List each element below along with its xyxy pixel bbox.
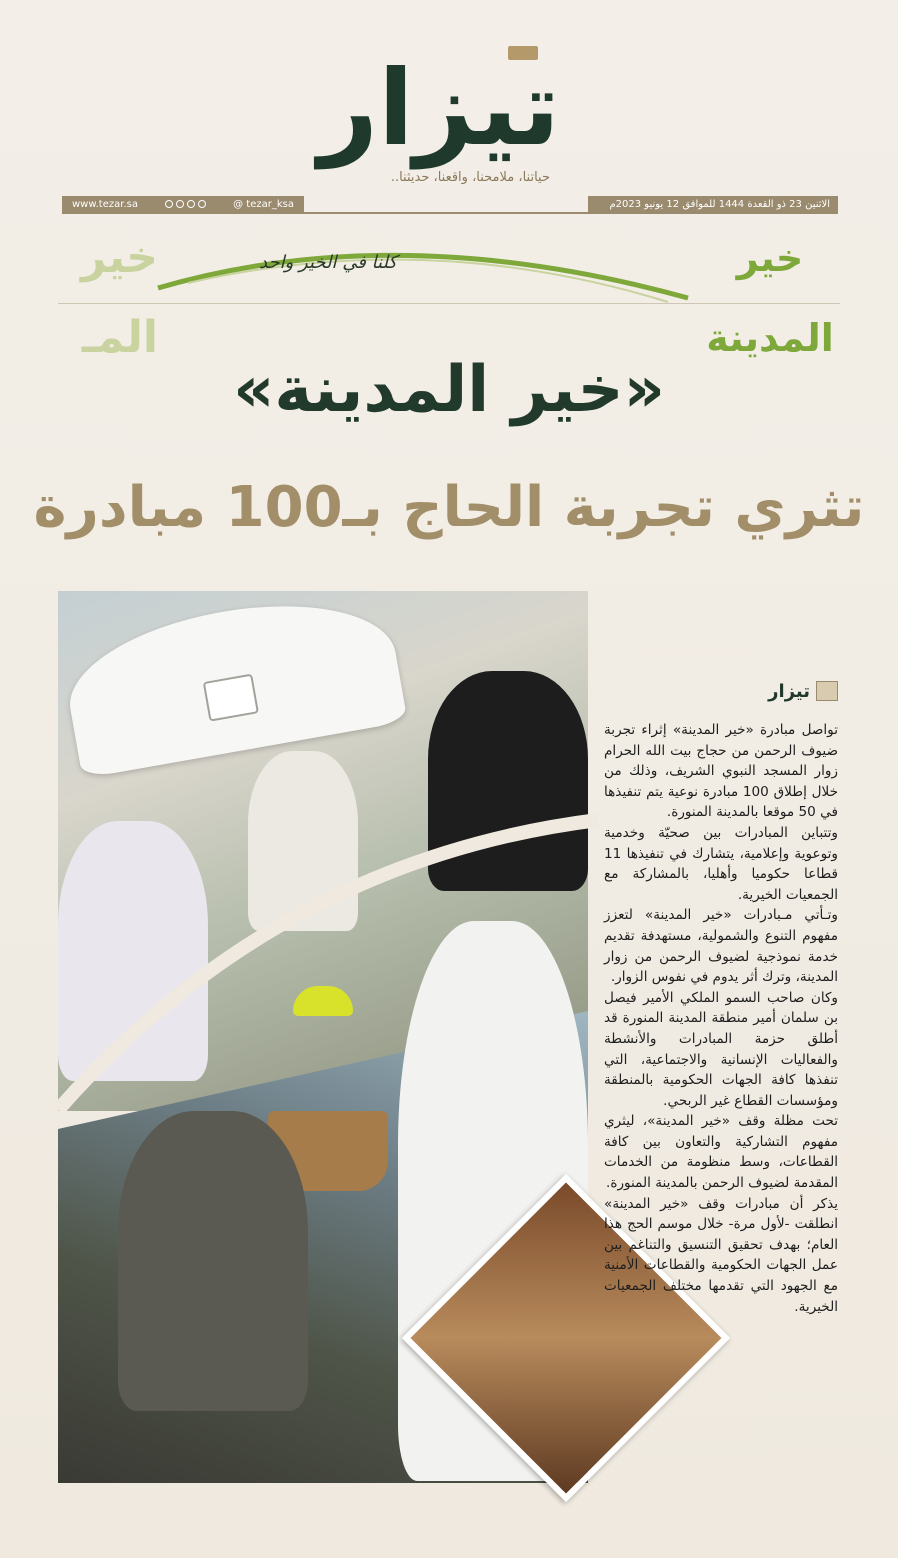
source-badge-icon bbox=[816, 681, 838, 701]
article-paragraph: يذكر أن مبادرات وقف «خير المدينة» انطلقت -لأول مرة- خلال موسم الحج هذا العام؛ بهدف تحقيق التنسيق والتناغم بين عمل الجهات الحكومية والقطاعات الأمنية مع الجهود التي تقدمها مختلف الجمعيات الخيرية. bbox=[604, 1195, 838, 1315]
social-handle[interactable]: @ tezar_ksa bbox=[233, 198, 294, 210]
article-source-logo bbox=[766, 680, 838, 702]
masthead-logo bbox=[318, 38, 560, 178]
social-icons bbox=[165, 200, 206, 208]
snapchat-icon[interactable] bbox=[187, 200, 195, 208]
article-paragraph: وتـأتي مـبادرات «خير المدينة» لتعزز مفهوم التنوع والشمولية، مستهدفة تقديم خدمة نموذجية لضيوف الرحمن من زوار المدينة، وترك أثر يدوم في نفوس الزوار. bbox=[604, 907, 838, 986]
article-body bbox=[604, 720, 838, 1317]
section-banner bbox=[58, 218, 840, 363]
youtube-icon[interactable] bbox=[198, 200, 206, 208]
headline-subtitle: تثري تجربة الحاج بـ100 مبادرة bbox=[33, 475, 865, 540]
umbrella-logo-icon bbox=[203, 674, 259, 722]
wheelchair-pilgrim-figure bbox=[118, 1111, 308, 1411]
source-wordmark: تيزار bbox=[768, 680, 810, 702]
banner-swoosh bbox=[148, 228, 708, 308]
instagram-icon[interactable] bbox=[176, 200, 184, 208]
banner-slogan: كلنا في الخير واحد bbox=[259, 252, 397, 273]
article-paragraph: تحت مظلة وقف «خير المدينة»، ليثري مفهوم التشاركية والتعاون بين كافة القطاعات، وسط منظومة من الخدمات المقدمة لضيوف الرحمن بالمدينة المنورة. bbox=[604, 1113, 838, 1192]
banner-rule bbox=[58, 303, 840, 304]
logo-wordmark: تيزار bbox=[318, 47, 560, 169]
masthead-tagline: حياتنا، ملامحنا، واقعنا، حديثنا.. bbox=[390, 170, 550, 185]
banner-left-logo: خير المـ bbox=[80, 232, 158, 363]
contact-bar bbox=[62, 196, 304, 212]
umbrella bbox=[58, 583, 407, 778]
twitter-icon[interactable] bbox=[165, 200, 173, 208]
masthead-rule bbox=[62, 212, 838, 214]
photo-divider-curve bbox=[58, 780, 598, 1140]
banner-right-logo: خير المدينة bbox=[706, 236, 834, 360]
article-paragraph: وكان صاحب السمو الملكي الأمير فيصل بن سلمان أمير منطقة المدينة المنورة قد أطلق حزمة المبادرات والأنشطة والفعاليات الإنسانية والاجتماعية، التي تنفذها كافة الجهات الحكومية بالمنطقة ومؤسسات القطاع غير الربحي. bbox=[604, 989, 838, 1109]
website-link[interactable]: www.tezar.sa bbox=[72, 198, 138, 210]
issue-date: الاثنين 23 ذو القعدة 1444 للموافق 12 يونيو 2023م bbox=[609, 198, 830, 210]
headline-title: «خير المدينة» bbox=[233, 353, 665, 427]
date-bar bbox=[588, 196, 838, 212]
article-paragraph: وتتباين المبادرات بين صحيّة وخدمية وتوعوية وإعلامية، يتشارك في تنفيذها 11 قطاعا حكوميا وأهليا، بالمشاركة مع الجمعيات الخيرية. bbox=[604, 824, 838, 903]
article-paragraph: تواصل مبادرة «خير المدينة» إثراء تجربة ضيوف الرحمن من حجاج بيت الله الحرام زوار المسجد النبوي الشريف، وذلك من خلال إطلاق 100 مبادرة نوعية يتم تنفيذها في 50 موقعا بالمدينة المنورة. bbox=[604, 722, 838, 821]
